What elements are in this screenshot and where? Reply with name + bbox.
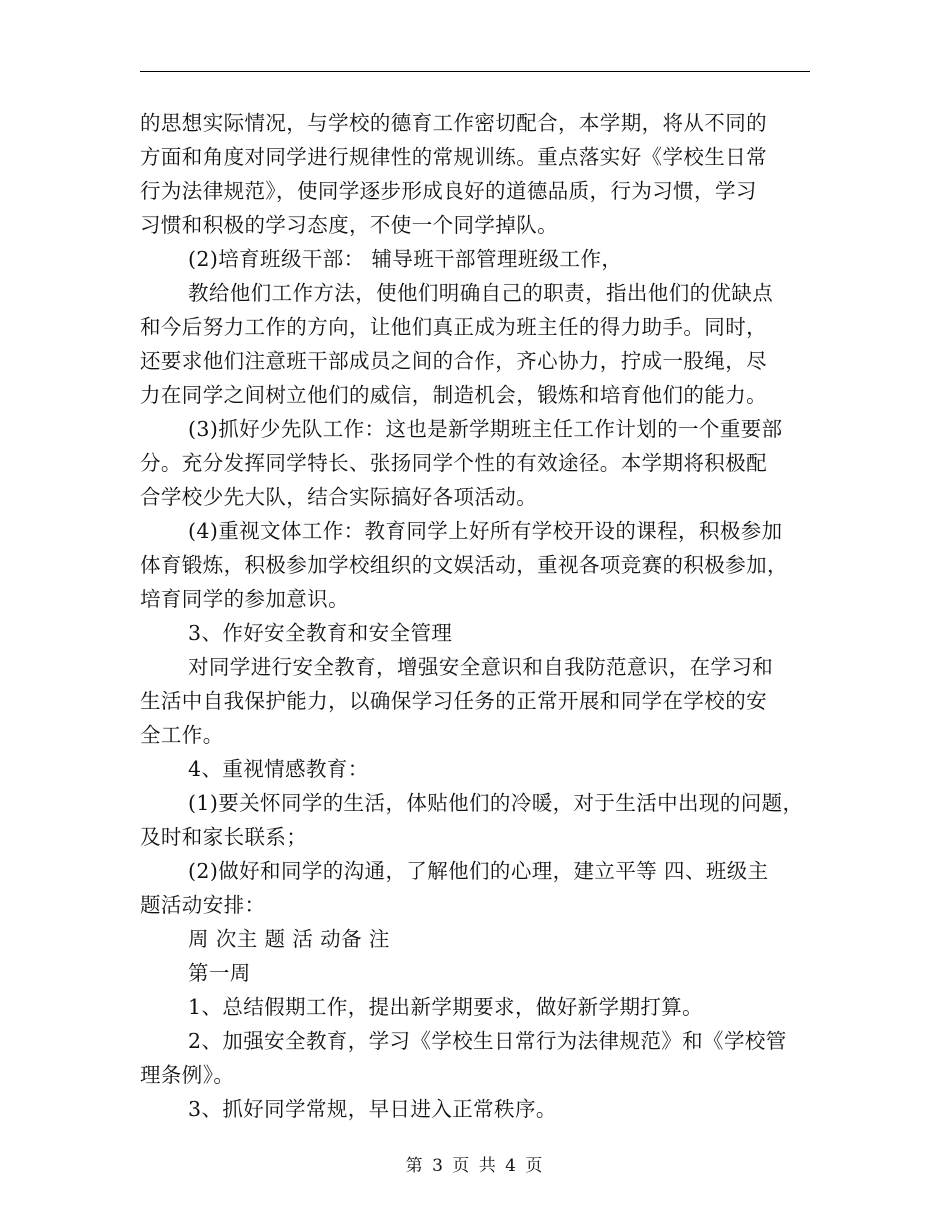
text-line: 对同学进行安全教育，增强安全意识和自我防范意识，在学习和 — [188, 655, 774, 679]
text-line: 理条例》。 — [140, 1063, 235, 1087]
text-line: 教给他们工作方法，使他们明确自己的职责，指出他们的优缺点 — [188, 281, 774, 305]
page-footer: 第 3 页 共 4 页 — [405, 1156, 545, 1176]
text-line: 生活中自我保护能力，以确保学习任务的正常开展和同学在学校的安 — [140, 689, 767, 713]
text-line: 还要求他们注意班干部成员之间的合作，齐心协力，拧成一股绳，尽 — [140, 349, 767, 373]
text-line: 题活动安排： — [140, 893, 266, 917]
text-line: 和今后努力工作的方向，让他们真正成为班主任的得力助手。同时， — [140, 315, 767, 339]
header-rule — [140, 71, 810, 72]
text-line: (2)培育班级干部： 辅导班干部管理班级工作， — [188, 247, 623, 271]
text-line: 第一周 — [188, 961, 251, 985]
text-line: 行为法律规范》，使同学逐步形成良好的道德品质，行为习惯，学习 — [140, 179, 757, 203]
text-line: 方面和角度对同学进行规律性的常规训练。重点落实好《学校生日常 — [140, 145, 767, 169]
text-line: 的思想实际情况，与学校的德育工作密切配合，本学期，将从不同的 — [140, 111, 767, 135]
text-line: 1、总结假期工作，提出新学期要求，做好新学期打算。 — [188, 995, 704, 1019]
text-line: 体育锻炼，积极参加学校组织的文娱活动，重视各项竞赛的积极参加， — [140, 553, 788, 577]
text-line: 3、抓好同学常规，早日进入正常秩序。 — [188, 1097, 557, 1121]
text-line: 习惯和积极的学习态度，不使一个同学掉队。 — [140, 213, 558, 237]
text-line: 分。充分发挥同学特长、张扬同学个性的有效途径。本学期将积极配 — [140, 451, 767, 475]
text-line: (3)抓好少先队工作：这也是新学期班主任工作计划的一个重要部 — [188, 417, 783, 441]
text-line: 4、重视情感教育： — [188, 757, 369, 781]
text-line: (4)重视文体工作：教育同学上好所有学校开设的课程，积极参加 — [188, 519, 783, 543]
text-line: (1)要关怀同学的生活，体贴他们的冷暖，对于生活中出现的问题， — [188, 791, 804, 815]
text-line: 力在同学之间树立他们的威信，制造机会，锻炼和培育他们的能力。 — [140, 383, 767, 407]
text-line: 2、加强安全教育，学习《学校生日常行为法律规范》和《学校管 — [188, 1029, 787, 1053]
text-line: 及时和家长联系； — [140, 825, 308, 849]
text-line: 周 次主 题 活 动备 注 — [188, 927, 390, 951]
document-body — [140, 106, 820, 1126]
text-line: 合学校少先大队，结合实际搞好各项活动。 — [140, 485, 538, 509]
text-line: 培育同学的参加意识。 — [140, 587, 349, 611]
text-line: 全工作。 — [140, 723, 224, 747]
text-line: 3、作好安全教育和安全管理 — [188, 621, 453, 645]
text-line: (2)做好和同学的沟通，了解他们的心理，建立平等 四、班级主 — [188, 859, 769, 883]
